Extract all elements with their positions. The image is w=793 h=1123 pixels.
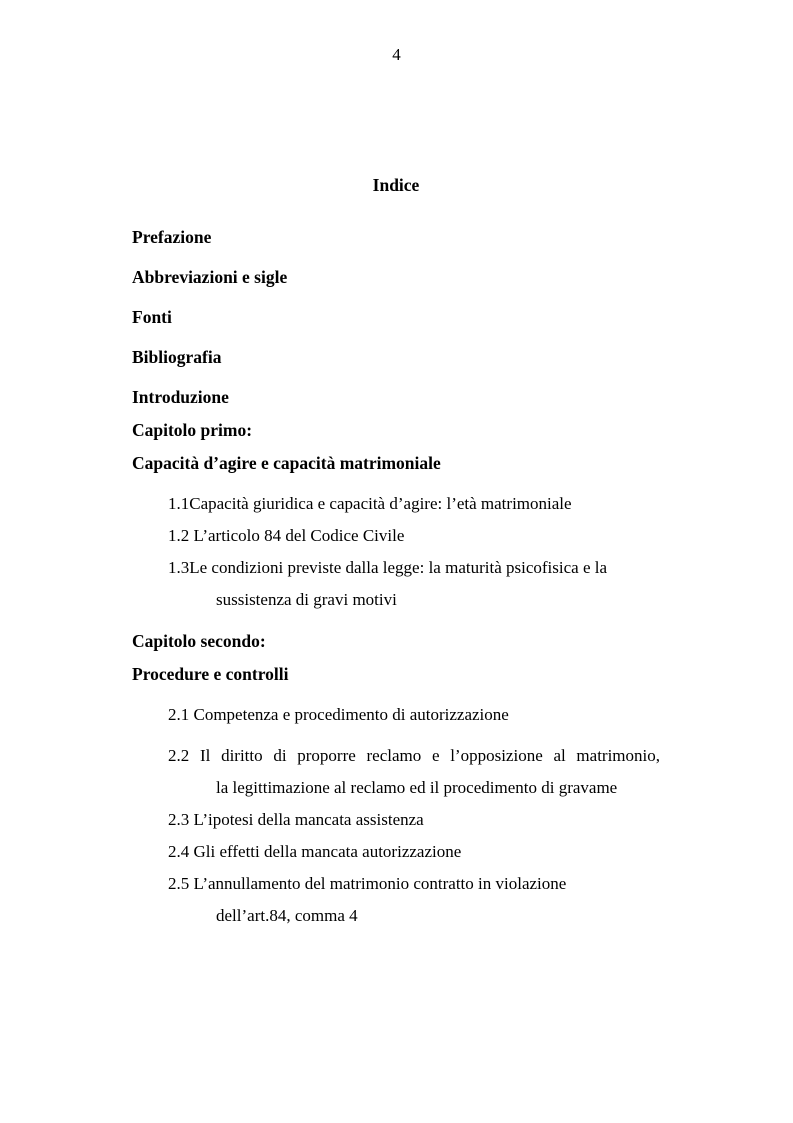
- toc-entry-fonti: Fonti: [132, 307, 172, 327]
- section-number: 2.5: [168, 874, 190, 893]
- toc-entry-prefazione: Prefazione: [132, 227, 212, 247]
- section-number: 2.2: [168, 746, 190, 765]
- toc-section-1-2: [168, 520, 660, 552]
- section-text: Le condizioni previste dalla legge: la maturità psicofisica e la: [189, 558, 608, 577]
- toc-section-2-2: [168, 740, 660, 804]
- toc-section-1-1: [168, 488, 660, 520]
- section-text: Competenza e procedimento di autorizzazione: [193, 705, 509, 724]
- section-text-continued: sussistenza di gravi motivi: [216, 590, 397, 609]
- table-of-contents: [132, 174, 660, 932]
- section-number: 2.3: [168, 810, 190, 829]
- section-number: 2.4: [168, 842, 190, 861]
- section-separator: [189, 746, 200, 765]
- section-line-2: la legittimazione al reclamo ed il procedimento di gravame: [216, 778, 618, 797]
- chapter-one-label: Capitolo primo:: [132, 420, 253, 440]
- chapter-two-label: Capitolo secondo:: [132, 631, 266, 651]
- toc-section-2-3: [168, 804, 660, 836]
- toc-section-1-3: [168, 552, 660, 616]
- chapter-two-title: Procedure e controlli: [132, 664, 289, 684]
- section-text: L’ipotesi della mancata assistenza: [193, 810, 424, 829]
- toc-section-2-5: [168, 868, 660, 932]
- section-text: Il diritto di proporre reclamo e l’opposizione al matrimonio,: [199, 746, 661, 765]
- section-text: Gli effetti della mancata autorizzazione: [193, 842, 462, 861]
- chapter-one-title: Capacità d’agire e capacità matrimoniale: [132, 453, 441, 473]
- section-text: Capacità giuridica e capacità d’agire: l’età matrimoniale: [189, 494, 572, 513]
- toc-entry-abbreviazioni: Abbreviazioni e sigle: [132, 267, 288, 287]
- toc-entry-introduzione: Introduzione: [132, 387, 229, 407]
- section-text-continued: dell’art.84, comma 4: [216, 906, 358, 925]
- section-number: 1.2: [168, 526, 190, 545]
- section-number: 2.1: [168, 705, 190, 724]
- section-text: L’articolo 84 del Codice Civile: [193, 526, 405, 545]
- toc-section-2-1: [168, 699, 660, 731]
- page-number: 4: [392, 45, 401, 64]
- section-line-1: [168, 740, 661, 772]
- section-number: 1.1: [168, 494, 190, 513]
- section-number: 1.3: [168, 558, 190, 577]
- section-text: L’annullamento del matrimonio contratto in violazione: [193, 874, 567, 893]
- page-title: Indice: [372, 175, 420, 195]
- toc-entry-bibliografia: Bibliografia: [132, 347, 222, 367]
- toc-section-2-4: [168, 836, 660, 868]
